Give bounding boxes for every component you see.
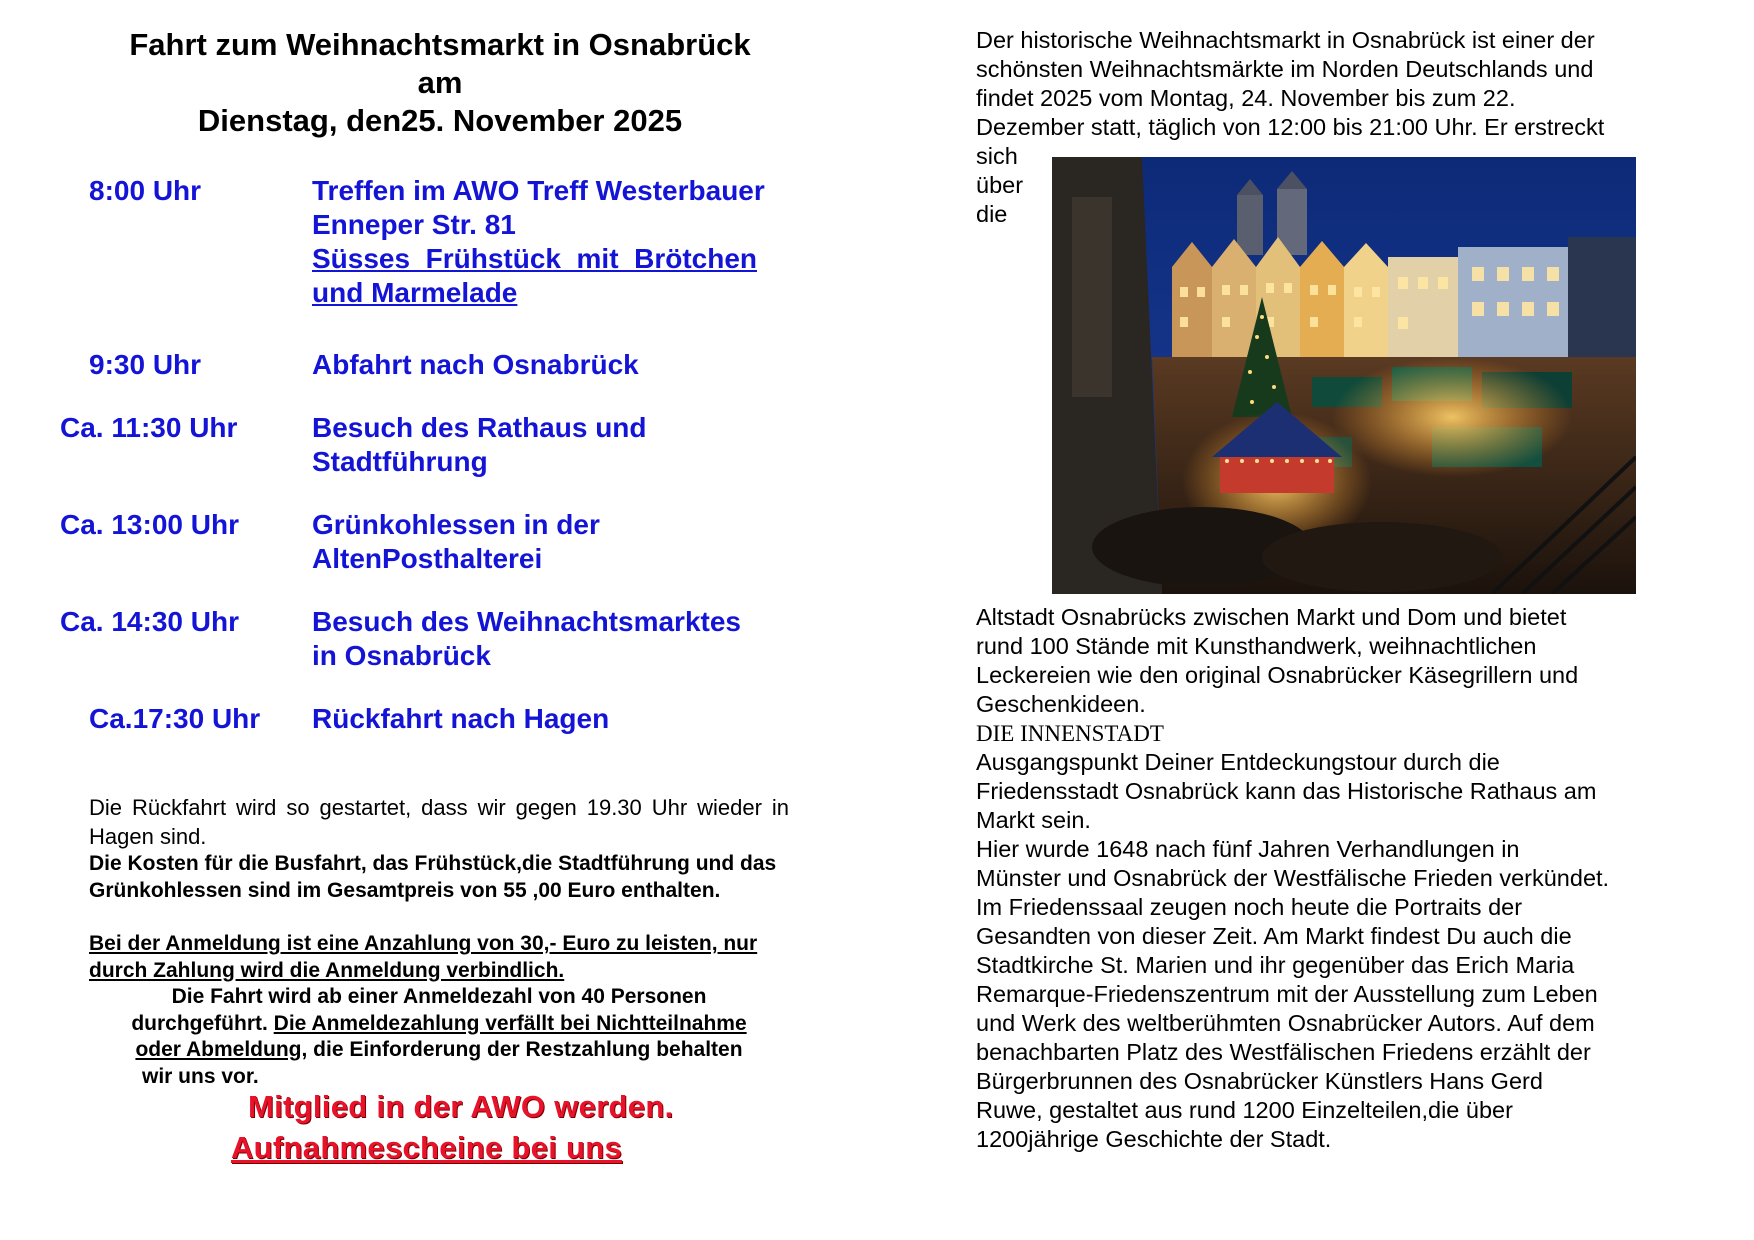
- text-line: Ruwe, gestaltet aus rund 1200 Einzelteilen,die über: [976, 1097, 1513, 1123]
- schedule-time: 8:00 Uhr: [89, 175, 202, 206]
- minimum-participants-note: [89, 984, 789, 1090]
- text-line: Stadtkirche St. Marien und ihr gegenüber das Erich Maria: [976, 952, 1575, 978]
- text-line: findet 2025 vom Montag, 24. November bis zum 22.: [976, 85, 1516, 111]
- schedule-line: Abfahrt nach Osnabrück: [312, 349, 639, 380]
- schedule-time: Ca. 11:30 Uhr: [60, 412, 238, 443]
- schedule-line: Grünkohlessen in der: [312, 509, 600, 540]
- deposit-note: Bei der Anmeldung ist eine Anzahlung von 30,- Euro zu leisten, nur durch Zahlung wird die Anmeldung verbindlich.: [89, 932, 758, 982]
- text-line: über: [976, 172, 1024, 198]
- title-line-2: am: [417, 65, 463, 100]
- text-line: rund 100 Stände mit Kunsthandwerk, weihnachtlichen: [976, 633, 1537, 659]
- text-line: Dezember statt, täglich von 12:00 bis 21:00 Uhr. Er erstreckt: [976, 114, 1605, 140]
- text-line: Remarque-Friedenszentrum mit der Ausstellung zum Leben: [976, 981, 1598, 1007]
- min-text-underlined: Die Anmeldezahlung verfällt bei Nichtteilnahme: [273, 1011, 747, 1035]
- min-line-2: [89, 1011, 789, 1038]
- text-line: benachbarten Platz des Westfälischen Friedens erzählt der: [976, 1039, 1591, 1065]
- schedule-description: [312, 174, 765, 310]
- text-line: Friedensstadt Osnabrück kann das Historische Rathaus am: [976, 778, 1597, 804]
- text-line: Altstadt Osnabrücks zwischen Markt und Dom und bietet: [976, 604, 1567, 630]
- text-line: Hier wurde 1648 nach fünf Jahren Verhandlungen in: [976, 836, 1520, 862]
- min-line-1: Die Fahrt wird ab einer Anmeldezahl von 40 Personen: [171, 985, 707, 1008]
- min-text: , die Einforderung der Restzahlung behalten: [301, 1038, 743, 1061]
- schedule-line-underlined: und Marmelade: [312, 277, 518, 308]
- text-line: Der historische Weihnachtsmarkt in Osnabrück ist einer der: [976, 27, 1595, 53]
- page-title: [60, 26, 820, 140]
- text-line: Markt sein.: [976, 807, 1091, 833]
- schedule-time: Ca. 14:30 Uhr: [60, 606, 239, 637]
- text-line: Im Friedenssaal zeugen noch heute die Portraits der: [976, 894, 1523, 920]
- title-line-3: Dienstag, den25. November 2025: [197, 103, 683, 138]
- text-line: Geschenkideen.: [976, 691, 1146, 717]
- text-line: und Werk des weltberühmten Osnabrücker Autors. Auf dem: [976, 1010, 1595, 1036]
- return-note: Die Rückfahrt wird so gestartet, dass wir gegen 19.30 Uhr wieder in Hagen sind.: [89, 795, 789, 849]
- text-line: Leckereien wie den original Osnabrücker Käsegrillern und: [976, 662, 1579, 688]
- text-line: schönsten Weihnachtsmärkte im Norden Deutschlands und: [976, 56, 1594, 82]
- christmas-market-photo: [1052, 157, 1636, 594]
- market-text: [976, 603, 1666, 1154]
- schedule-description: [312, 508, 600, 576]
- schedule-line: in Osnabrück: [312, 640, 491, 671]
- text-line: Gesandten von dieser Zeit. Am Markt findest Du auch die: [976, 923, 1572, 949]
- schedule-line-underlined: Süsses Frühstück mit Brötchen: [312, 243, 757, 274]
- schedule-line: Rückfahrt nach Hagen: [312, 703, 610, 734]
- schedule-description: [312, 411, 647, 479]
- awo-membership-slogan: Mitglied in der AWO werden.: [248, 1089, 674, 1124]
- schedule-line: Treffen im AWO Treff Westerbauer: [312, 175, 765, 206]
- min-text: durchgeführt.: [131, 1011, 268, 1035]
- text-line: sich: [976, 143, 1018, 169]
- text-line: 1200jährige Geschichte der Stadt.: [976, 1126, 1332, 1152]
- text-line: Münster und Osnabrück der Westfälische Frieden verkündet.: [976, 865, 1610, 891]
- schedule-time: 9:30 Uhr: [89, 349, 202, 380]
- costs-note: Die Kosten für die Busfahrt, das Frühstück,die Stadtführung und das Grünkohlessen sind im Gesamtpreis von 55 ,00 Euro enthalten.: [89, 852, 777, 902]
- text-line: Bürgerbrunnen des Osnabrücker Künstlers Hans Gerd: [976, 1068, 1543, 1094]
- min-text-underlined: oder Abmeldung: [135, 1038, 302, 1061]
- schedule-time: Ca.17:30 Uhr: [89, 703, 261, 734]
- schedule-description: [312, 348, 639, 382]
- schedule-line: Besuch des Weihnachtsmarktes: [312, 606, 741, 637]
- schedule-line: Enneper Str. 81: [312, 209, 516, 240]
- schedule-description: [312, 702, 609, 736]
- schedule-time: Ca. 13:00 Uhr: [60, 509, 239, 540]
- min-line-3: [89, 1037, 789, 1064]
- christmas-market-illustration: [1052, 157, 1636, 594]
- schedule-line: Besuch des Rathaus und: [312, 412, 647, 443]
- text-line: die: [976, 201, 1008, 227]
- schedule-line: Stadtführung: [312, 446, 488, 477]
- schedule-line: AltenPosthalterei: [312, 543, 543, 574]
- schedule-description: [312, 605, 741, 673]
- min-line-4: wir uns vor.: [142, 1064, 259, 1088]
- title-line-1: Fahrt zum Weihnachtsmarkt in Osnabrück: [129, 27, 751, 62]
- section-heading: DIE INNENSTADT: [976, 721, 1164, 746]
- text-line: Ausgangspunkt Deiner Entdeckungstour durch die: [976, 749, 1500, 775]
- awo-membership-forms: Aufnahmescheine bei uns: [231, 1130, 623, 1165]
